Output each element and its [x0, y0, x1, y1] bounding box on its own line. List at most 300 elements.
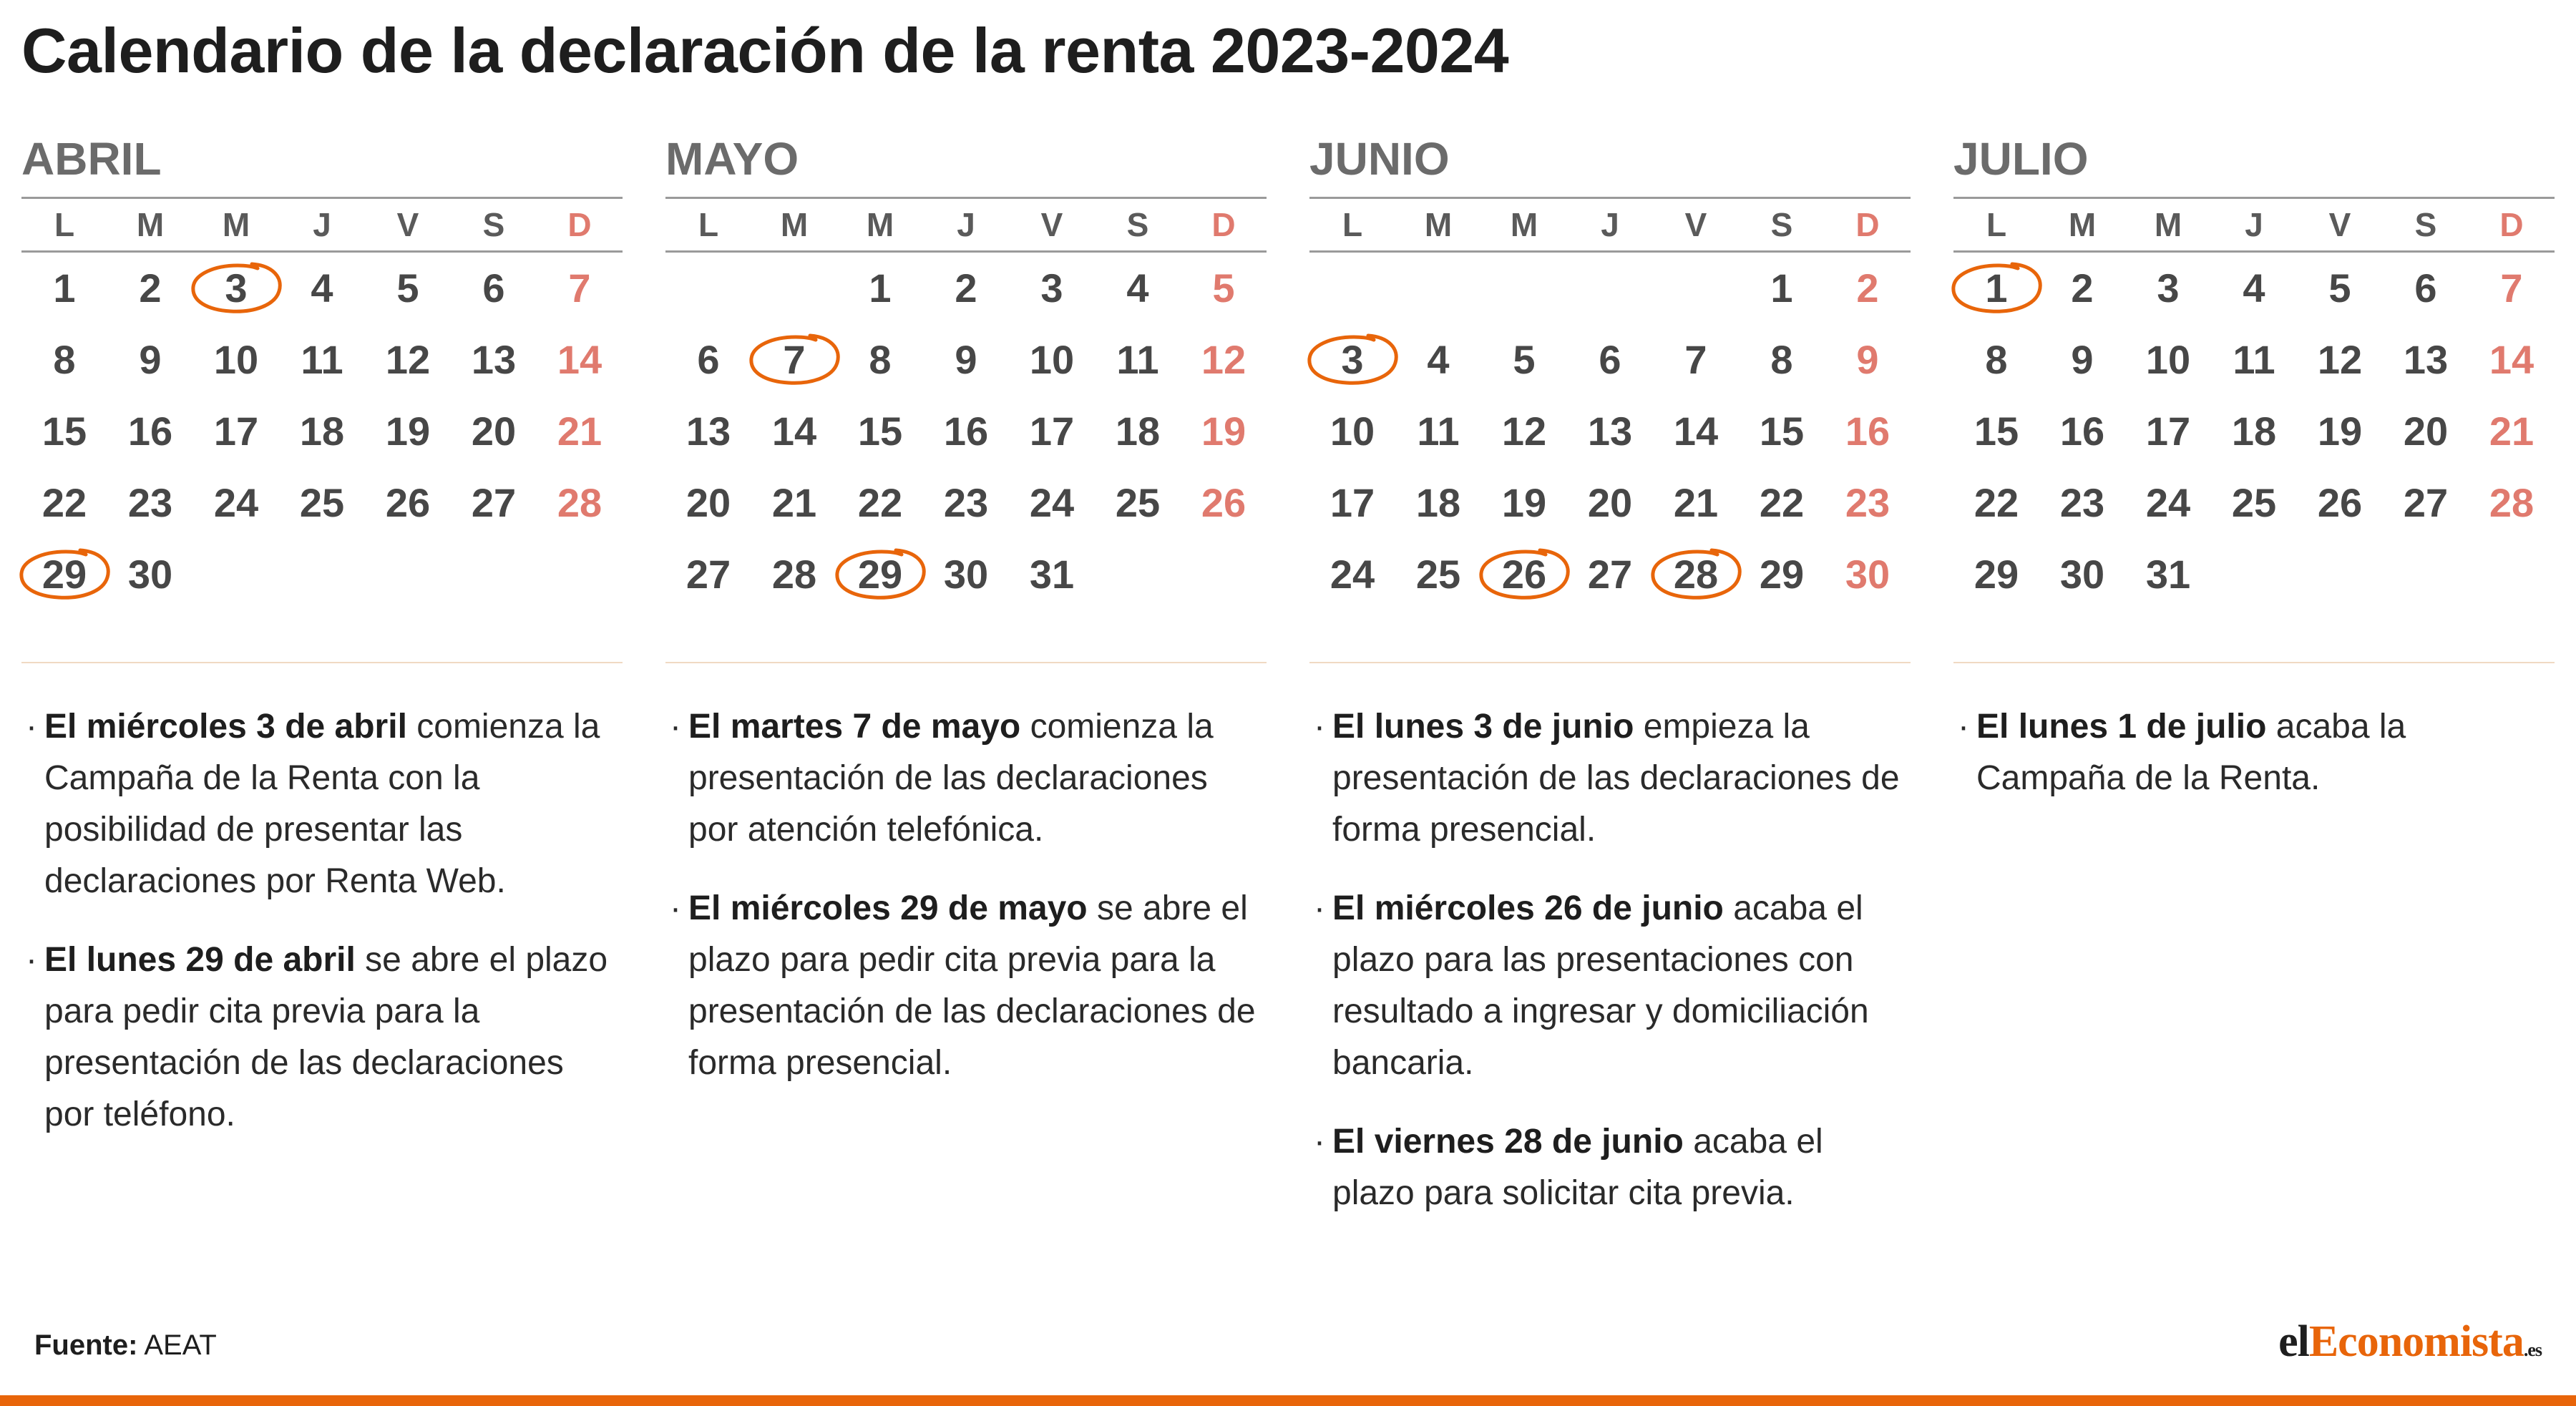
day-number: 12	[385, 337, 431, 382]
day-cell	[21, 467, 107, 539]
day-number: 1	[1770, 265, 1793, 311]
day-number: 17	[1029, 409, 1075, 454]
day-number: 30	[943, 552, 989, 597]
note-text: empieza la presentación de las declaraciones de forma presencial.	[1332, 708, 1900, 849]
day-number: 18	[1115, 409, 1161, 454]
day-cell	[1825, 467, 1911, 539]
logo-tld: .es	[2523, 1339, 2542, 1360]
day-cell	[2211, 253, 2297, 324]
day-number: 12	[1501, 409, 1547, 454]
note-text: se abre el plazo para pedir cita previa para la presentación de las declaraciones de forma presencial.	[688, 889, 1256, 1082]
day-cell	[1395, 467, 1481, 539]
day-number: 8	[1985, 337, 2008, 382]
day-cell	[1825, 396, 1911, 467]
day-cell	[21, 396, 107, 467]
day-cell	[1095, 253, 1181, 324]
day-number: 10	[2145, 337, 2191, 382]
day-cell	[1825, 539, 1911, 610]
day-cell	[923, 539, 1009, 610]
day-cell	[451, 467, 537, 539]
day-number: 8	[869, 337, 892, 382]
weekday-label: M	[222, 206, 250, 243]
day-number: 11	[1417, 409, 1460, 454]
day-cell	[365, 467, 451, 539]
day-number: 23	[943, 480, 989, 525]
day-number: 17	[213, 409, 259, 454]
day-number: 4	[1427, 337, 1450, 382]
page-title: Calendario de la declaración de la renta 2023-2024	[21, 15, 1509, 86]
note-item	[21, 701, 623, 907]
day-cell	[751, 467, 837, 539]
day-cell	[1309, 539, 1395, 610]
day-cell	[1095, 396, 1181, 467]
day-number: 22	[42, 480, 87, 525]
weekday-header	[1309, 199, 1911, 250]
day-number: 28	[2489, 480, 2534, 525]
day-number: 14	[2489, 337, 2534, 382]
day-cell	[1095, 467, 1181, 539]
day-number: 18	[2231, 409, 2277, 454]
day-number: 19	[385, 409, 431, 454]
day-cell	[1653, 467, 1739, 539]
day-number: 5	[1212, 265, 1235, 311]
day-number: 24	[1330, 552, 1375, 597]
weekday-label: J	[313, 206, 331, 243]
day-number: 28	[771, 552, 817, 597]
weekday-label: S	[1770, 206, 1793, 243]
notes-list	[21, 701, 623, 1168]
weekday-label: M	[2068, 206, 2097, 243]
day-cell	[2297, 324, 2383, 396]
day-cell	[2383, 324, 2469, 396]
day-cell	[1095, 324, 1181, 396]
weekday-header	[1953, 199, 2555, 250]
day-cell	[1309, 396, 1395, 467]
day-cell	[1953, 467, 2039, 539]
day-cell	[279, 253, 365, 324]
weekday-label: D	[567, 206, 592, 243]
note-text: comienza la presentación de las declaraciones por atención telefónica.	[688, 708, 1214, 849]
day-cell	[837, 467, 923, 539]
day-number: 24	[213, 480, 259, 525]
bullet: ·	[1958, 708, 1969, 746]
note-date: El viernes 28 de junio	[1332, 1123, 1684, 1161]
weekday-label: L	[698, 206, 719, 243]
weekday-label: L	[1986, 206, 2007, 243]
day-cell	[1395, 396, 1481, 467]
month-name: JUNIO	[1309, 133, 1450, 185]
month-column	[665, 125, 1267, 1241]
weekday-label: S	[2414, 206, 2437, 243]
month-name: JULIO	[1953, 133, 2089, 185]
day-cell	[1825, 253, 1911, 324]
day-cell	[837, 539, 923, 610]
day-number: 4	[1126, 265, 1149, 311]
day-number: 6	[482, 265, 505, 311]
weekday-label: M	[866, 206, 894, 243]
day-number: 31	[2145, 552, 2191, 597]
day-cell	[923, 324, 1009, 396]
day-number: 8	[53, 337, 76, 382]
day-number: 5	[1513, 337, 1536, 382]
day-number: 21	[557, 409, 602, 454]
day-cell	[923, 467, 1009, 539]
weekday-label: V	[2328, 206, 2351, 243]
day-number: 7	[2500, 265, 2523, 311]
weekday-label: J	[2245, 206, 2263, 243]
logo-part-el: el	[2278, 1317, 2309, 1366]
day-number: 29	[1759, 552, 1805, 597]
day-number: 22	[1759, 480, 1805, 525]
day-cell	[1395, 324, 1481, 396]
day-number: 15	[1759, 409, 1805, 454]
day-number: 26	[1501, 552, 1547, 597]
day-number: 25	[1115, 480, 1161, 525]
day-number: 3	[1341, 337, 1364, 382]
day-number: 27	[471, 480, 517, 525]
day-cell	[1181, 396, 1267, 467]
day-number: 9	[139, 337, 162, 382]
day-cell	[2383, 396, 2469, 467]
note-date: El lunes 29 de abril	[44, 941, 356, 979]
day-cell	[665, 539, 751, 610]
day-number: 29	[857, 552, 903, 597]
day-number: 25	[2231, 480, 2277, 525]
notes-list	[665, 701, 1267, 1116]
day-number: 20	[686, 480, 731, 525]
eleconomista-logo	[2278, 1317, 2542, 1367]
day-number: 2	[955, 265, 977, 311]
day-number: 3	[1040, 265, 1063, 311]
day-cell	[2039, 539, 2125, 610]
day-cell	[279, 396, 365, 467]
day-cell	[2039, 253, 2125, 324]
day-grid	[665, 253, 1267, 625]
day-number: 24	[2145, 480, 2191, 525]
day-number: 1	[1985, 265, 2008, 311]
day-cell	[1825, 324, 1911, 396]
day-cell	[107, 253, 193, 324]
day-number: 11	[1116, 337, 1159, 382]
day-cell	[1739, 396, 1825, 467]
section-divider	[1953, 662, 2555, 663]
note-date: El lunes 1 de julio	[1976, 708, 2267, 746]
day-cell	[537, 396, 623, 467]
day-grid	[1953, 253, 2555, 625]
day-number: 22	[1974, 480, 2019, 525]
day-cell	[1481, 467, 1567, 539]
day-number: 4	[311, 265, 333, 311]
day-cell	[2383, 467, 2469, 539]
bullet: ·	[1314, 889, 1325, 927]
note-item	[1309, 1116, 1911, 1219]
day-number: 21	[1673, 480, 1719, 525]
day-cell	[537, 253, 623, 324]
weekday-label: L	[1342, 206, 1363, 243]
day-cell	[2211, 396, 2297, 467]
day-cell	[2039, 324, 2125, 396]
day-cell	[107, 539, 193, 610]
weekday-label: S	[482, 206, 505, 243]
day-cell	[751, 539, 837, 610]
day-number: 7	[783, 337, 806, 382]
day-cell	[365, 396, 451, 467]
day-number: 27	[1587, 552, 1633, 597]
day-number: 7	[1684, 337, 1707, 382]
day-cell	[2469, 253, 2555, 324]
day-cell	[665, 324, 751, 396]
day-cell	[1481, 539, 1567, 610]
day-cell	[1181, 253, 1267, 324]
day-cell	[279, 324, 365, 396]
day-cell	[1309, 324, 1395, 396]
day-cell	[451, 396, 537, 467]
day-number: 8	[1770, 337, 1793, 382]
day-number: 12	[2317, 337, 2363, 382]
weekday-label: J	[957, 206, 975, 243]
day-cell	[837, 396, 923, 467]
day-number: 6	[2414, 265, 2437, 311]
day-number: 15	[1974, 409, 2019, 454]
day-cell	[193, 467, 279, 539]
note-item	[665, 883, 1267, 1089]
day-number: 22	[857, 480, 903, 525]
day-number: 1	[869, 265, 892, 311]
day-cell	[2125, 539, 2211, 610]
note-text: acaba el plazo para las presentaciones con resultado a ingresar y domiciliación bancaria.	[1332, 889, 1869, 1082]
bottom-accent-bar	[0, 1395, 2576, 1406]
day-number: 18	[1415, 480, 1461, 525]
weekday-label: M	[136, 206, 165, 243]
day-cell	[2383, 253, 2469, 324]
day-number: 10	[1330, 409, 1375, 454]
day-number: 21	[771, 480, 817, 525]
day-number: 2	[2071, 265, 2094, 311]
day-cell	[193, 324, 279, 396]
month-column	[1309, 125, 1911, 1241]
weekday-header	[665, 199, 1267, 250]
day-number: 2	[139, 265, 162, 311]
day-cell	[1395, 539, 1481, 610]
day-number: 7	[568, 265, 591, 311]
day-cell	[1481, 396, 1567, 467]
day-cell	[2297, 396, 2383, 467]
day-number: 29	[42, 552, 87, 597]
day-number: 17	[2145, 409, 2191, 454]
day-cell	[1653, 324, 1739, 396]
note-text: se abre el plazo para pedir cita previa para la presentación de las declaraciones por teléfono.	[44, 941, 608, 1133]
section-divider	[21, 662, 623, 663]
day-number: 25	[1415, 552, 1461, 597]
weekday-label: V	[1040, 206, 1063, 243]
weekday-label: V	[396, 206, 419, 243]
day-number: 31	[1029, 552, 1075, 597]
day-cell	[2125, 396, 2211, 467]
bullet: ·	[26, 708, 37, 746]
note-text: comienza la Campaña de la Renta con la posibilidad de presentar las declaraciones por Renta Web.	[44, 708, 600, 900]
day-cell	[2125, 253, 2211, 324]
day-number: 14	[771, 409, 817, 454]
weekday-label: D	[1855, 206, 1880, 243]
day-number: 19	[1201, 409, 1246, 454]
day-cell	[21, 324, 107, 396]
day-number: 19	[2317, 409, 2363, 454]
day-cell	[365, 324, 451, 396]
day-cell	[537, 467, 623, 539]
day-number: 5	[2328, 265, 2351, 311]
day-cell	[365, 253, 451, 324]
month-name: MAYO	[665, 133, 799, 185]
note-item	[665, 701, 1267, 856]
day-number: 13	[471, 337, 517, 382]
day-cell	[751, 324, 837, 396]
day-cell	[2125, 324, 2211, 396]
source-line	[34, 1329, 217, 1362]
day-number: 15	[42, 409, 87, 454]
day-number: 16	[943, 409, 989, 454]
day-number: 11	[2233, 337, 2275, 382]
section-divider	[1309, 662, 1911, 663]
day-number: 26	[2317, 480, 2363, 525]
day-cell	[1009, 396, 1095, 467]
bullet: ·	[1314, 1123, 1325, 1161]
day-cell	[1739, 324, 1825, 396]
day-number: 11	[301, 337, 343, 382]
day-number: 27	[686, 552, 731, 597]
day-cell	[2297, 253, 2383, 324]
weekday-label: M	[780, 206, 809, 243]
weekday-label: M	[2154, 206, 2182, 243]
note-item	[1309, 701, 1911, 856]
note-date: El miércoles 3 de abril	[44, 708, 407, 746]
day-number: 13	[686, 409, 731, 454]
weekday-label: D	[1211, 206, 1236, 243]
day-number: 10	[1029, 337, 1075, 382]
day-cell	[537, 324, 623, 396]
day-cell	[2469, 324, 2555, 396]
day-number: 3	[225, 265, 248, 311]
day-cell	[107, 467, 193, 539]
day-cell	[2297, 467, 2383, 539]
day-cell	[1653, 396, 1739, 467]
day-cell	[1953, 539, 2039, 610]
day-number: 20	[471, 409, 517, 454]
note-date: El miércoles 29 de mayo	[688, 889, 1088, 927]
day-cell	[923, 396, 1009, 467]
day-cell	[1953, 324, 2039, 396]
day-number: 6	[1599, 337, 1621, 382]
day-number: 30	[1845, 552, 1890, 597]
weekday-label: L	[54, 206, 75, 243]
bullet: ·	[1314, 708, 1325, 746]
day-cell	[107, 324, 193, 396]
bullet: ·	[670, 708, 681, 746]
day-cell	[1567, 539, 1653, 610]
weekday-label: J	[1601, 206, 1619, 243]
day-cell	[1181, 324, 1267, 396]
day-cell	[1181, 467, 1267, 539]
day-cell	[923, 253, 1009, 324]
day-number: 12	[1201, 337, 1246, 382]
day-cell	[1953, 253, 2039, 324]
note-item	[1309, 883, 1911, 1089]
day-cell	[21, 253, 107, 324]
day-number: 5	[396, 265, 419, 311]
day-cell	[1953, 396, 2039, 467]
note-date: El lunes 3 de junio	[1332, 708, 1634, 746]
day-number: 1	[53, 265, 76, 311]
day-grid	[1309, 253, 1911, 625]
day-number: 13	[1587, 409, 1633, 454]
day-cell	[21, 539, 107, 610]
weekday-label: D	[2499, 206, 2524, 243]
source-value: AEAT	[137, 1329, 217, 1361]
weekday-label: V	[1684, 206, 1707, 243]
weekday-label: M	[1424, 206, 1453, 243]
bullet: ·	[26, 941, 37, 979]
logo-part-economista: Economista	[2308, 1317, 2524, 1366]
day-cell	[2211, 324, 2297, 396]
day-cell	[1739, 253, 1825, 324]
day-number: 25	[299, 480, 345, 525]
month-column	[1953, 125, 2555, 1241]
day-cell	[1009, 539, 1095, 610]
month-name: ABRIL	[21, 133, 162, 185]
day-cell	[665, 396, 751, 467]
day-number: 9	[955, 337, 977, 382]
day-cell	[451, 324, 537, 396]
source-label: Fuente:	[34, 1329, 138, 1361]
day-number: 9	[1856, 337, 1879, 382]
day-number: 30	[2059, 552, 2105, 597]
day-number: 16	[127, 409, 173, 454]
day-number: 13	[2403, 337, 2449, 382]
day-number: 23	[2059, 480, 2105, 525]
day-number: 3	[2157, 265, 2180, 311]
day-cell	[279, 467, 365, 539]
note-date: El miércoles 26 de junio	[1332, 889, 1724, 927]
day-cell	[2211, 467, 2297, 539]
section-divider	[665, 662, 1267, 663]
day-number: 16	[1845, 409, 1890, 454]
month-column	[21, 125, 623, 1241]
day-cell	[1739, 539, 1825, 610]
day-cell	[193, 396, 279, 467]
weekday-label: S	[1126, 206, 1149, 243]
day-number: 20	[1587, 480, 1633, 525]
day-number: 23	[127, 480, 173, 525]
day-cell	[1009, 324, 1095, 396]
day-cell	[2125, 467, 2211, 539]
day-number: 9	[2071, 337, 2094, 382]
day-number: 27	[2403, 480, 2449, 525]
notes-list	[1953, 701, 2555, 831]
day-cell	[1567, 396, 1653, 467]
day-number: 15	[857, 409, 903, 454]
day-cell	[107, 396, 193, 467]
day-number: 21	[2489, 409, 2534, 454]
day-number: 30	[127, 552, 173, 597]
note-item	[21, 934, 623, 1141]
day-number: 23	[1845, 480, 1890, 525]
note-text: acaba la Campaña de la Renta.	[1976, 708, 2406, 797]
day-cell	[837, 253, 923, 324]
day-cell	[2469, 467, 2555, 539]
day-number: 26	[385, 480, 431, 525]
day-number: 20	[2403, 409, 2449, 454]
day-number: 19	[1501, 480, 1547, 525]
day-cell	[1009, 253, 1095, 324]
